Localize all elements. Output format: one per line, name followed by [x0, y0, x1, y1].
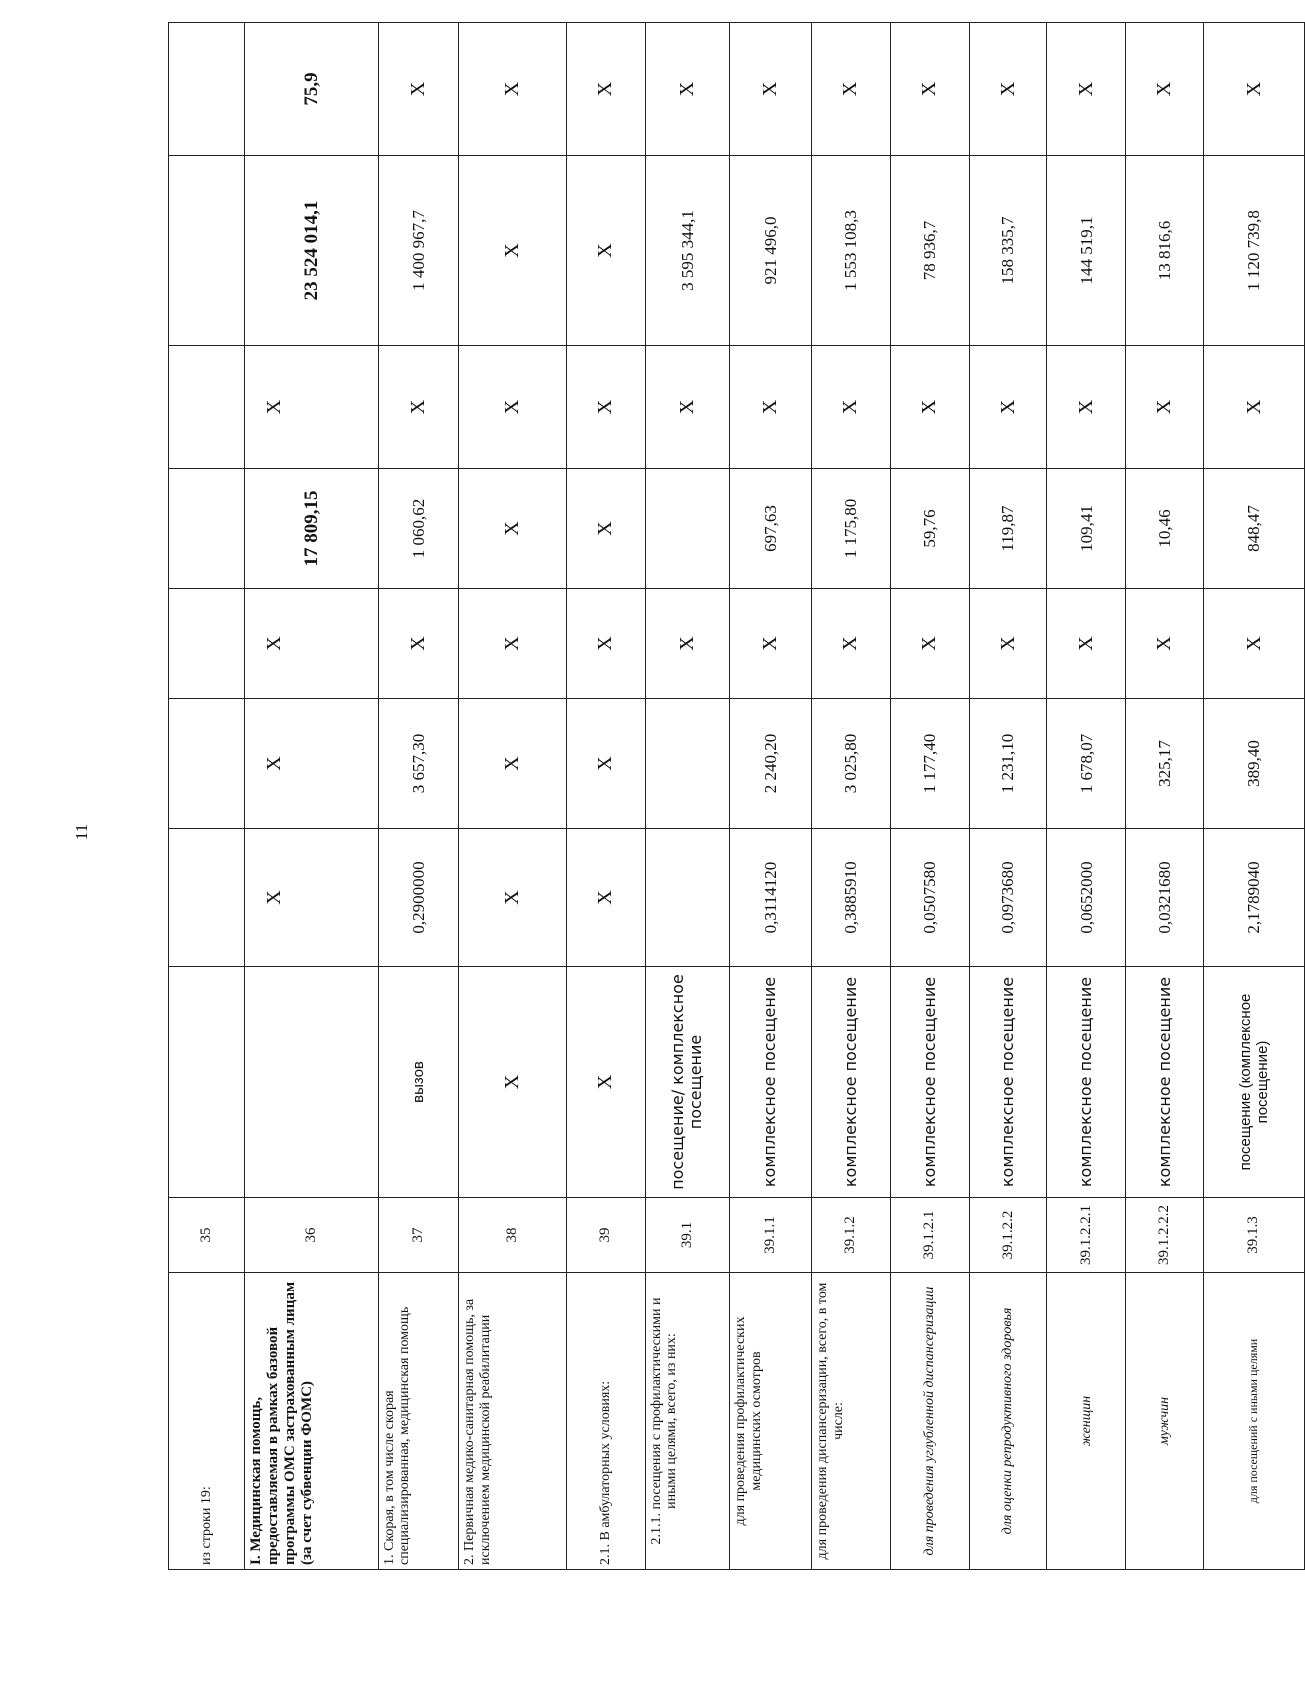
unit-cell: комплексное посещение	[1126, 967, 1204, 1198]
value-cell: 78 936,7	[890, 156, 969, 346]
value-cell: X	[811, 346, 890, 469]
value-cell: 0,3114120	[730, 829, 812, 967]
value-cell: X	[1204, 589, 1305, 699]
unit-cell: комплексное посещение	[890, 967, 969, 1198]
value-cell: X	[969, 23, 1047, 156]
row-name: 2.1.1. посещения с профилактическими и иными целями, всего, из них:	[645, 1273, 729, 1570]
value-cell: X	[566, 346, 645, 469]
table-row	[245, 23, 305, 1570]
value-cell	[169, 156, 245, 346]
value-cell: X	[459, 589, 567, 699]
value-cell: 2 240,20	[730, 699, 812, 829]
row-code: 37	[378, 1198, 458, 1273]
value-cell: X	[969, 589, 1047, 699]
table-row	[1126, 23, 1204, 1570]
value-cell: 1 177,40	[890, 699, 969, 829]
value-cell: X	[730, 346, 812, 469]
value-cell: 921 496,0	[730, 156, 812, 346]
value-cell: 1 120 739,8	[1204, 156, 1305, 346]
value-cell	[645, 469, 729, 589]
value-cell: X	[1126, 589, 1204, 699]
value-cell: X	[566, 589, 645, 699]
value-cell: X	[890, 23, 969, 156]
row-name: I. Медицинская помощь, предоставляемая в рамках базовой программы ОМС застрахованным лицам (за счет субвенции ФОМС)	[245, 1273, 378, 1570]
value-cell	[645, 699, 729, 829]
value-cell: X	[566, 469, 645, 589]
data-table	[168, 22, 1305, 1570]
value-cell: X	[245, 346, 305, 469]
row-name: для проведения углубленной диспансеризации	[890, 1273, 969, 1570]
value-cell: 3 657,30	[378, 699, 458, 829]
value-cell: X	[566, 23, 645, 156]
row-name: 1. Скорая, в том числе скорая специализированная, медицинская помощь	[378, 1273, 458, 1570]
row-name: 2.1. В амбулаторных условиях:	[566, 1273, 645, 1570]
row-name: 2. Первичная медико-санитарная помощь, за исключением медицинской реабилитации	[459, 1273, 567, 1570]
value-cell: 109,41	[1047, 469, 1126, 589]
value-cell: X	[1047, 23, 1126, 156]
page-number: 11	[72, 823, 91, 841]
table-row	[378, 23, 458, 1570]
unit-cell: комплексное посещение	[969, 967, 1047, 1198]
table-row	[1047, 23, 1126, 1570]
value-cell: 0,0507580	[890, 829, 969, 967]
value-cell: 0,0973680	[969, 829, 1047, 967]
value-cell	[169, 829, 245, 967]
value-cell: 1 231,10	[969, 699, 1047, 829]
value-cell: X	[459, 829, 567, 967]
row-code: 39.1	[645, 1198, 729, 1273]
value-cell: X	[730, 589, 812, 699]
row-name: из строки 19:	[169, 1273, 245, 1570]
row-name: для проведения профилактических медицинских осмотров	[730, 1273, 812, 1570]
row-code: 38	[459, 1198, 567, 1273]
value-cell: X	[645, 346, 729, 469]
value-cell: 389,40	[1204, 699, 1305, 829]
value-cell: 1 553 108,3	[811, 156, 890, 346]
row-code: 39.1.2.1	[890, 1198, 969, 1273]
value-cell	[169, 23, 245, 156]
unit-cell: X	[459, 967, 567, 1198]
row-code: 39.1.2	[811, 1198, 890, 1273]
value-cell: X	[566, 699, 645, 829]
value-cell: X	[1047, 346, 1126, 469]
unit-cell: вызов	[378, 967, 458, 1198]
value-cell: X	[459, 156, 567, 346]
value-cell: 1 175,80	[811, 469, 890, 589]
table-row	[969, 23, 1047, 1570]
unit-cell	[169, 967, 245, 1198]
row-code: 39.1.2.2.2	[1126, 1198, 1204, 1273]
value-cell: X	[1126, 346, 1204, 469]
value-cell: 848,47	[1204, 469, 1305, 589]
row-code: 39	[566, 1198, 645, 1273]
value-cell: X	[459, 23, 567, 156]
value-cell: 3 595 344,1	[645, 156, 729, 346]
row-name: мужчин	[1126, 1273, 1204, 1570]
value-cell: X	[811, 589, 890, 699]
value-cell: 13 816,6	[1126, 156, 1204, 346]
table-row	[645, 23, 729, 1570]
value-cell: 75,9	[245, 23, 378, 156]
value-cell: 0,3885910	[811, 829, 890, 967]
value-cell: X	[645, 23, 729, 156]
value-cell: 1 060,62	[378, 469, 458, 589]
unit-cell: комплексное посещение	[811, 967, 890, 1198]
table-row	[890, 23, 969, 1570]
row-code: 39.1.3	[1204, 1198, 1305, 1273]
value-cell	[169, 699, 245, 829]
value-cell: 119,87	[969, 469, 1047, 589]
financing-table	[168, 23, 1305, 1570]
value-cell: 697,63	[730, 469, 812, 589]
value-cell	[645, 829, 729, 967]
value-cell: X	[811, 23, 890, 156]
table-row	[169, 23, 245, 1570]
value-cell: X	[378, 346, 458, 469]
value-cell: X	[1047, 589, 1126, 699]
value-cell: X	[378, 589, 458, 699]
value-cell: 10,46	[1126, 469, 1204, 589]
row-code: 39.1.1	[730, 1198, 812, 1273]
value-cell: 325,17	[1126, 699, 1204, 829]
unit-cell: посещение (комплексное посещение)	[1204, 967, 1305, 1198]
value-cell: 17 809,15	[245, 469, 378, 589]
value-cell: X	[245, 829, 305, 967]
unit-cell: комплексное посещение	[1047, 967, 1126, 1198]
value-cell: 0,2900000	[378, 829, 458, 967]
value-cell: X	[730, 23, 812, 156]
row-name: женщин	[1047, 1273, 1126, 1570]
row-code: 36	[245, 1198, 378, 1273]
row-name: для проведения диспансеризации, всего, в том числе:	[811, 1273, 890, 1570]
row-code: 39.1.2.2	[969, 1198, 1047, 1273]
value-cell: 2,1789040	[1204, 829, 1305, 967]
value-cell: X	[459, 469, 567, 589]
value-cell: X	[459, 699, 567, 829]
value-cell: X	[1204, 346, 1305, 469]
unit-cell: комплексное посещение	[730, 967, 812, 1198]
value-cell: X	[645, 589, 729, 699]
value-cell	[169, 469, 245, 589]
table-row	[811, 23, 890, 1570]
value-cell: X	[459, 346, 567, 469]
value-cell: X	[566, 829, 645, 967]
value-cell: 0,0652000	[1047, 829, 1126, 967]
value-cell: X	[890, 346, 969, 469]
value-cell: 3 025,80	[811, 699, 890, 829]
value-cell: X	[378, 23, 458, 156]
unit-cell	[245, 967, 378, 1198]
row-name: для посещений с иными целями	[1204, 1273, 1305, 1570]
value-cell: 23 524 014,1	[245, 156, 378, 346]
value-cell: 0,0321680	[1126, 829, 1204, 967]
row-code: 39.1.2.2.1	[1047, 1198, 1126, 1273]
row-name: для оценки репродуктивного здоровья	[969, 1273, 1047, 1570]
value-cell: X	[890, 589, 969, 699]
value-cell: X	[245, 699, 305, 829]
row-code: 35	[169, 1198, 245, 1273]
table-row	[459, 23, 567, 1570]
value-cell	[169, 346, 245, 469]
unit-cell: X	[566, 967, 645, 1198]
value-cell: 144 519,1	[1047, 156, 1126, 346]
value-cell: 158 335,7	[969, 156, 1047, 346]
unit-cell: посещение/ комплексное посещение	[645, 967, 729, 1198]
value-cell: X	[969, 346, 1047, 469]
value-cell: X	[566, 156, 645, 346]
value-cell: 1 678,07	[1047, 699, 1126, 829]
value-cell: 59,76	[890, 469, 969, 589]
value-cell: 1 400 967,7	[378, 156, 458, 346]
table-row	[566, 23, 645, 1570]
value-cell: X	[1126, 23, 1204, 156]
value-cell: X	[1204, 23, 1305, 156]
value-cell	[169, 589, 245, 699]
value-cell: X	[245, 589, 305, 699]
table-row	[730, 23, 812, 1570]
table-row	[1204, 23, 1305, 1570]
